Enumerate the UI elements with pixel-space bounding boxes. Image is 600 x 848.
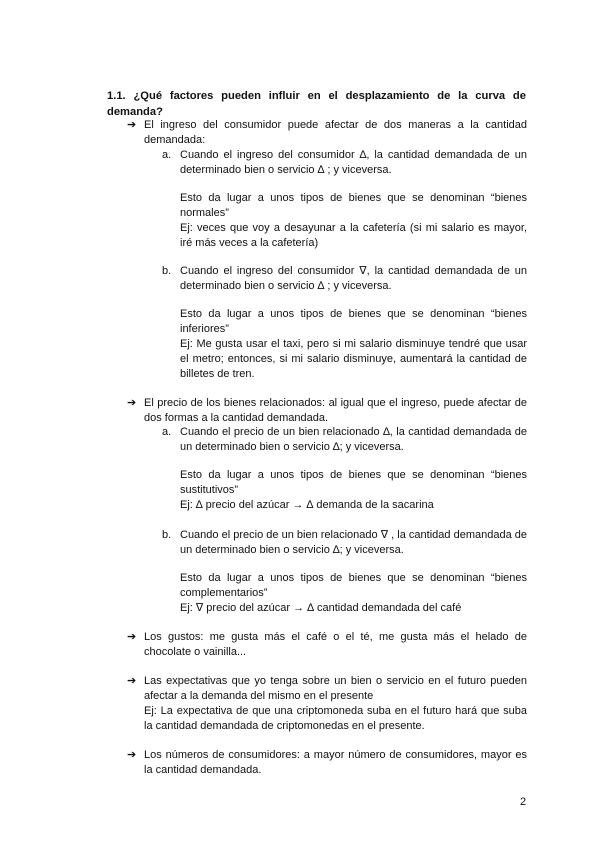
subitem-note: Esto da lugar a unos tipos de bienes que se denominan “bienes sustitutivos”: [180, 469, 527, 496]
bullet-item-income: El ingreso del consumidor puede afectar de dos maneras a la cantidad demandada:: [144, 119, 527, 146]
subitem-example: Ej: ∆ precio del azúcar → ∆ demanda de la sacarina: [180, 499, 434, 511]
bullet-item-tastes: Los gustos: me gusta más el café o el té, me gusta más el helado de chocolate o vainilla...: [144, 631, 527, 658]
subitem-note: Esto da lugar a unos tipos de bienes que se denominan “bienes normales”: [180, 192, 527, 219]
bullet-arrow-icon: ➔: [127, 675, 137, 687]
subitem-example: Ej: veces que voy a desayunar a la cafetería (si mi salario es mayor, iré más veces a la cafetería): [180, 222, 527, 249]
bullet-arrow-icon: ➔: [127, 119, 137, 131]
subitem-note: Esto da lugar a unos tipos de bienes que se denominan “bienes inferiores”: [180, 308, 527, 335]
subitem-letter: a.: [162, 426, 172, 438]
subitem-example: Ej: ∇ precio del azúcar → ∆ cantidad demandada del café: [180, 602, 462, 614]
bullet-item-expectations: Las expectativas que yo tenga sobre un bien o servicio en el futuro pueden afectar a la demanda del mismo en el presente: [144, 675, 527, 702]
subitem-substitute-goods: Cuando el precio de un bien relacionado ∆, la cantidad demandada de un determinado bien o servicio ∆; y viceversa.: [180, 426, 527, 453]
subitem-normal-goods: Cuando el ingreso del consumidor ∆, la cantidad demandada de un determinado bien o servicio ∆ ; y viceversa.: [180, 149, 527, 176]
subitem-letter: a.: [162, 149, 172, 161]
bullet-item-consumers: Los números de consumidores: a mayor número de consumidores, mayor es la cantidad demandada.: [144, 749, 527, 776]
subitem-complementary-goods: Cuando el precio de un bien relacionado ∇ , la cantidad demandada de un determinado bien o servicio ∆; y viceversa.: [180, 529, 527, 556]
subitem-example: Ej: Me gusta usar el taxi, pero si mi salario disminuye tendré que usar el metro; entonces, si mi salario disminuye, aumentará la cantidad de billetes de tren.: [180, 338, 527, 380]
bullet-example: Ej: La expectativa de que una criptomoneda suba en el futuro hará que suba la cantidad demandada de criptomonedas en el presente.: [144, 705, 527, 732]
subitem-letter: b.: [162, 265, 172, 277]
page-number: 2: [520, 796, 527, 808]
section-heading: 1.1. ¿Qué factores pueden influir en el desplazamiento de la curva de demanda?: [107, 90, 526, 118]
bullet-arrow-icon: ➔: [127, 749, 137, 761]
bullet-item-related-goods: El precio de los bienes relacionados: al igual que el ingreso, puede afectar de dos formas a la cantidad demandada.: [144, 397, 527, 424]
subitem-note: Esto da lugar a unos tipos de bienes que se denominan “bienes complementarios”: [180, 572, 527, 599]
subitem-letter: b.: [162, 529, 172, 541]
subitem-inferior-goods: Cuando el ingreso del consumidor ∇, la cantidad demandada de un determinado bien o servicio ∆ ; y viceversa.: [180, 265, 527, 292]
bullet-arrow-icon: ➔: [127, 397, 137, 409]
bullet-arrow-icon: ➔: [127, 631, 137, 643]
